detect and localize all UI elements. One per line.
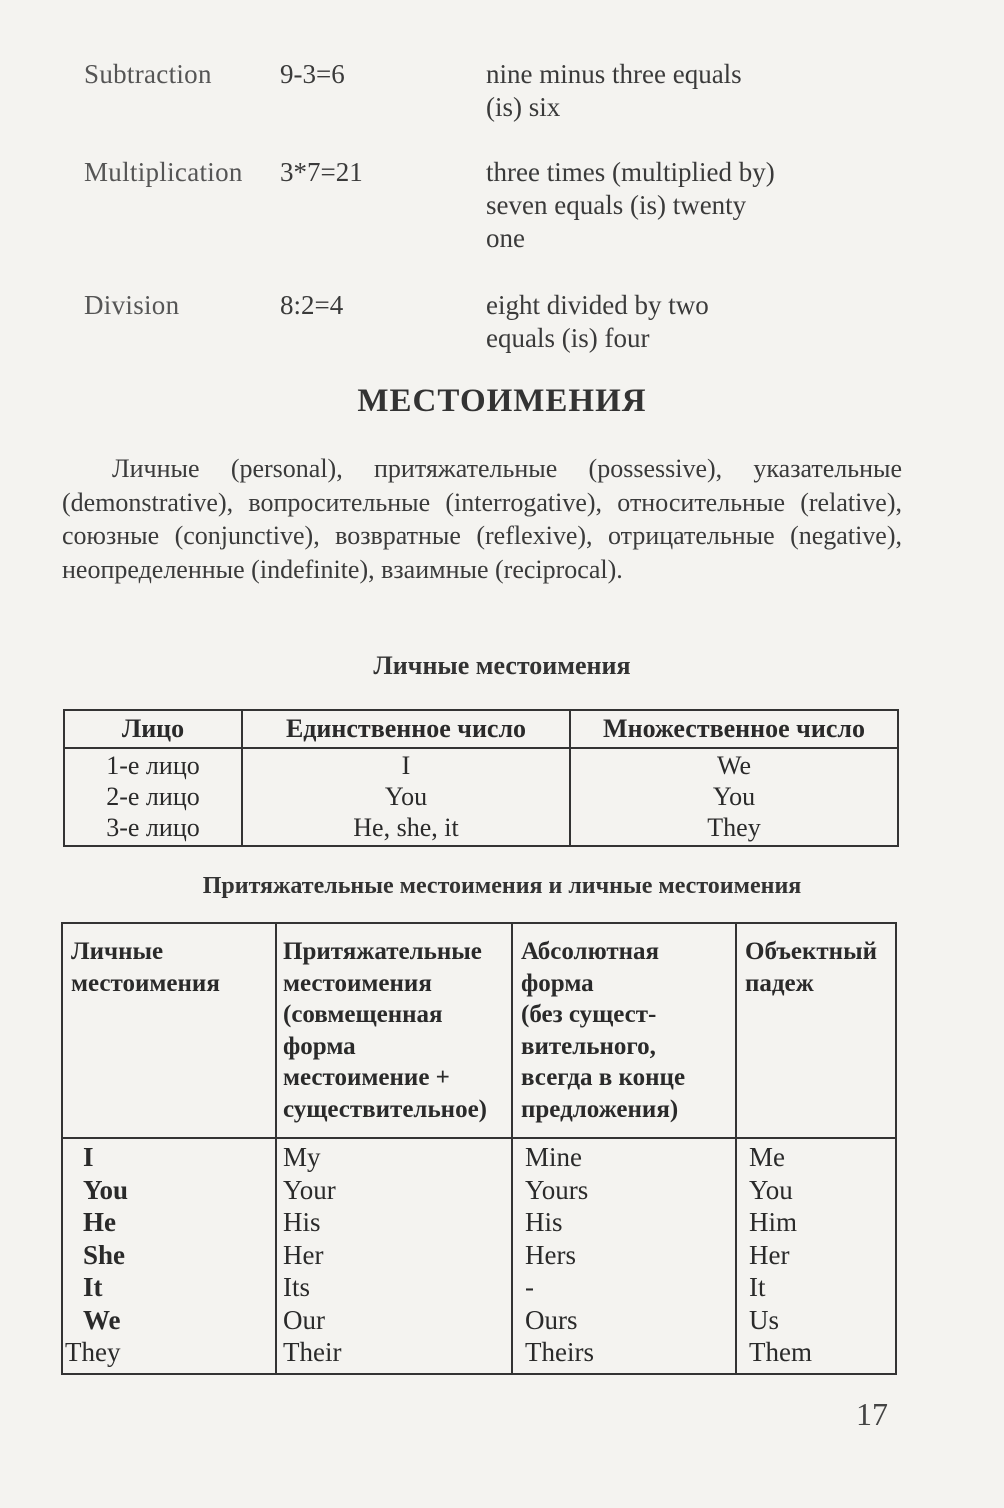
cell-line: He bbox=[83, 1207, 116, 1237]
reading-line: three times (multiplied by) bbox=[486, 157, 775, 187]
reading-line: equals (is) four bbox=[486, 323, 650, 353]
cell-line: We bbox=[83, 1304, 121, 1335]
reading-line: seven equals (is) twenty bbox=[486, 190, 747, 220]
header-line: (без сущест- bbox=[521, 1001, 657, 1028]
operation-name: Division bbox=[84, 290, 180, 320]
cell-line: You bbox=[749, 1174, 793, 1205]
page-number: 17 bbox=[856, 1396, 888, 1432]
header-line: (совмещенная bbox=[283, 1001, 443, 1028]
personal-column bbox=[62, 1138, 276, 1374]
header-possessive bbox=[276, 923, 512, 1138]
header-line: Личные bbox=[71, 938, 164, 965]
cell-line: 2-е лицо bbox=[106, 782, 200, 811]
personal-table-title: Личные местоимения bbox=[373, 651, 631, 680]
possessive-pronouns-table bbox=[61, 922, 897, 1375]
operation-expression: 3*7=21 bbox=[280, 157, 363, 187]
cell-line: He, she, it bbox=[353, 813, 459, 842]
cell-line: You bbox=[83, 1174, 129, 1205]
singular-column bbox=[242, 748, 570, 846]
cell-line: 1-е лицо bbox=[106, 751, 200, 780]
cell-line: It bbox=[749, 1272, 766, 1302]
cell-line: My bbox=[283, 1142, 321, 1172]
operation-expression: 8:2=4 bbox=[280, 290, 344, 320]
cell-line: Mine bbox=[525, 1142, 582, 1172]
cell-line: His bbox=[525, 1207, 563, 1237]
header-line: форма bbox=[521, 969, 594, 997]
table-header-row bbox=[62, 923, 896, 1138]
cell-line: Yours bbox=[525, 1174, 589, 1205]
header-line: местоимения bbox=[283, 969, 432, 997]
header-line: существительное) bbox=[283, 1095, 488, 1123]
cell-line: You bbox=[712, 782, 756, 811]
cell-line: Your bbox=[283, 1174, 336, 1205]
cell-line: Our bbox=[283, 1304, 325, 1335]
operation-expression: 9-3=6 bbox=[280, 59, 345, 89]
person-column bbox=[64, 748, 242, 846]
cell-line: Him bbox=[749, 1207, 798, 1237]
operation-name: Subtraction bbox=[84, 59, 212, 89]
cell-line: She bbox=[83, 1239, 126, 1270]
header-absolute bbox=[512, 923, 736, 1138]
header-line: предложения) bbox=[521, 1095, 679, 1123]
header-objective bbox=[736, 923, 896, 1138]
header-singular: Единственное число bbox=[242, 710, 570, 748]
header-line: Объектный bbox=[745, 938, 878, 965]
header-line: Притяжательные bbox=[283, 938, 482, 965]
objective-column bbox=[736, 1138, 896, 1374]
cell-line: You bbox=[384, 782, 428, 811]
header-line: местоимения bbox=[71, 969, 220, 997]
operation-reading bbox=[486, 289, 866, 355]
reading-line: (is) six bbox=[486, 92, 561, 122]
cell-line: Hers bbox=[525, 1239, 576, 1270]
cell-line: Theirs bbox=[525, 1337, 594, 1367]
header-personal bbox=[62, 923, 276, 1138]
header-plural: Множественное число bbox=[570, 710, 898, 748]
table-row bbox=[64, 748, 898, 846]
cell-line: It bbox=[83, 1272, 103, 1302]
cell-line: His bbox=[283, 1207, 321, 1237]
header-line: падеж bbox=[745, 969, 814, 997]
table-row bbox=[62, 1138, 896, 1374]
operation-reading bbox=[486, 156, 866, 255]
cell-line: Me bbox=[749, 1142, 785, 1172]
cell-line: They bbox=[707, 813, 761, 842]
possessive-table-title: Притяжательные местоимения и личные местоимения bbox=[202, 873, 802, 899]
header-line: форма bbox=[283, 1032, 356, 1060]
cell-line: I bbox=[83, 1142, 94, 1172]
reading-line: eight divided by two bbox=[486, 290, 709, 320]
cell-line: - bbox=[525, 1272, 534, 1302]
personal-pronouns-table bbox=[63, 709, 899, 847]
cell-line: 3-е лицо bbox=[106, 813, 200, 842]
plural-column bbox=[570, 748, 898, 846]
cell-line: Ours bbox=[525, 1304, 578, 1335]
cell-line: They bbox=[65, 1337, 121, 1367]
cell-line: Their bbox=[283, 1337, 342, 1367]
reading-line: nine minus three equals bbox=[486, 59, 742, 89]
cell-line: Her bbox=[749, 1239, 790, 1270]
reading-line: one bbox=[486, 223, 525, 253]
cell-line: Them bbox=[749, 1337, 812, 1367]
section-title: МЕСТОИМЕНИЯ bbox=[357, 383, 647, 419]
header-line: местоимение + bbox=[283, 1064, 450, 1091]
absolute-column bbox=[512, 1138, 736, 1374]
cell-line: We bbox=[717, 751, 751, 780]
possessive-column bbox=[276, 1138, 512, 1374]
operation-reading bbox=[486, 58, 866, 124]
cell-line: Her bbox=[283, 1239, 324, 1270]
cell-line: Its bbox=[283, 1272, 310, 1302]
header-line: вительного, bbox=[521, 1032, 656, 1060]
header-line: всегда в конце bbox=[521, 1064, 686, 1091]
table-header-row bbox=[64, 710, 898, 748]
cell-line: Us bbox=[749, 1304, 780, 1335]
operation-name: Multiplication bbox=[84, 157, 243, 187]
cell-line: I bbox=[401, 751, 411, 780]
header-line: Абсолютная bbox=[521, 938, 660, 965]
intro-paragraph: Личные (personal), притяжательные (possessive), указательные (demonstrative), вопросительные (interrogative), относительные (relative), союзные (conjunctive), возвратные (reflexive), отрицательные (negative), неопределенные (indefinite), взаимные (reciprocal). bbox=[62, 454, 902, 584]
header-person: Лицо bbox=[64, 710, 242, 748]
